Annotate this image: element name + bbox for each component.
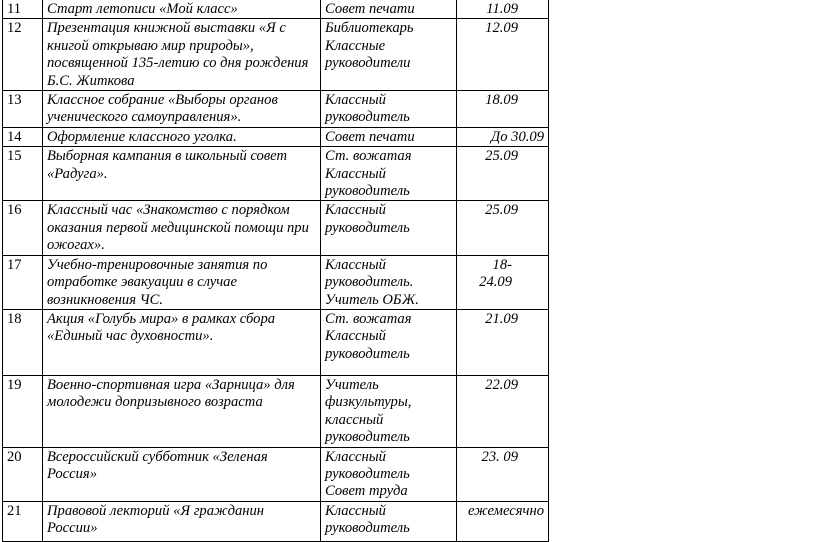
responsible: Классный руководитель Совет труда	[321, 447, 457, 501]
responsible: Классный руководитель	[321, 201, 457, 255]
row-number: 16	[3, 201, 43, 255]
table-row	[3, 147, 549, 201]
row-number: 20	[3, 447, 43, 501]
row-number: 19	[3, 375, 43, 447]
event-name: Военно-спортивная игра «Зарница» для молодежи допризывного возраста	[43, 375, 321, 447]
event-name: Акция «Голубь мира» в рамках сбора «Единый час духовности».	[43, 309, 321, 375]
event-name: Всероссийский субботник «Зеленая Россия»	[43, 447, 321, 501]
row-number: 14	[3, 127, 43, 146]
table-row	[3, 19, 549, 91]
event-name: Старт летописи «Мой класс»	[43, 0, 321, 19]
event-name: Классный час «Знакомство с порядком оказания первой медицинской помощи при ожогах».	[43, 201, 321, 255]
responsible: Совет печати	[321, 127, 457, 146]
row-number: 11	[3, 0, 43, 19]
row-number: 21	[3, 501, 43, 541]
responsible: Совет печати	[321, 0, 457, 19]
event-date: До 30.09	[457, 127, 549, 146]
row-number: 15	[3, 147, 43, 201]
table-row	[3, 127, 549, 146]
responsible: Классный руководитель	[321, 91, 457, 128]
table-row	[3, 0, 549, 19]
table-row	[3, 91, 549, 128]
responsible: Классный руководитель	[321, 501, 457, 541]
table-row	[3, 201, 549, 255]
event-date: 25.09	[457, 201, 549, 255]
row-number: 17	[3, 255, 43, 309]
event-name: Оформление классного уголка.	[43, 127, 321, 146]
event-date: 12.09	[457, 19, 549, 91]
row-number: 18	[3, 309, 43, 375]
responsible: Библиотекарь Классные руководители	[321, 19, 457, 91]
event-name: Классное собрание «Выборы органов ученического самоуправления».	[43, 91, 321, 128]
row-number: 12	[3, 19, 43, 91]
table-row	[3, 255, 549, 309]
events-table	[2, 0, 549, 542]
responsible: Классный руководитель. Учитель ОБЖ.	[321, 255, 457, 309]
table-row	[3, 447, 549, 501]
event-date: 21.09	[457, 309, 549, 375]
event-date: 22.09	[457, 375, 549, 447]
table-row	[3, 309, 549, 375]
responsible: Учитель физкультуры, классный руководитель	[321, 375, 457, 447]
responsible: Ст. вожатая Классный руководитель	[321, 309, 457, 375]
event-date: ежемесячно	[457, 501, 549, 541]
event-date: 18-24.09	[457, 255, 549, 309]
event-date: 23. 09	[457, 447, 549, 501]
table-row	[3, 375, 549, 447]
event-name: Правовой лекторий «Я гражданин России»	[43, 501, 321, 541]
row-number: 13	[3, 91, 43, 128]
event-name: Выборная кампания в школьный совет «Радуга».	[43, 147, 321, 201]
event-name: Презентация книжной выставки «Я с книгой открываю мир природы», посвященной 135-летию со дня рождения Б.С. Житкова	[43, 19, 321, 91]
table-row	[3, 501, 549, 541]
responsible: Ст. вожатая Классный руководитель	[321, 147, 457, 201]
event-date: 18.09	[457, 91, 549, 128]
event-date: 25.09	[457, 147, 549, 201]
event-name: Учебно-тренировочные занятия по отработке эвакуации в случае возникновения ЧС.	[43, 255, 321, 309]
event-date: 11.09	[457, 0, 549, 19]
